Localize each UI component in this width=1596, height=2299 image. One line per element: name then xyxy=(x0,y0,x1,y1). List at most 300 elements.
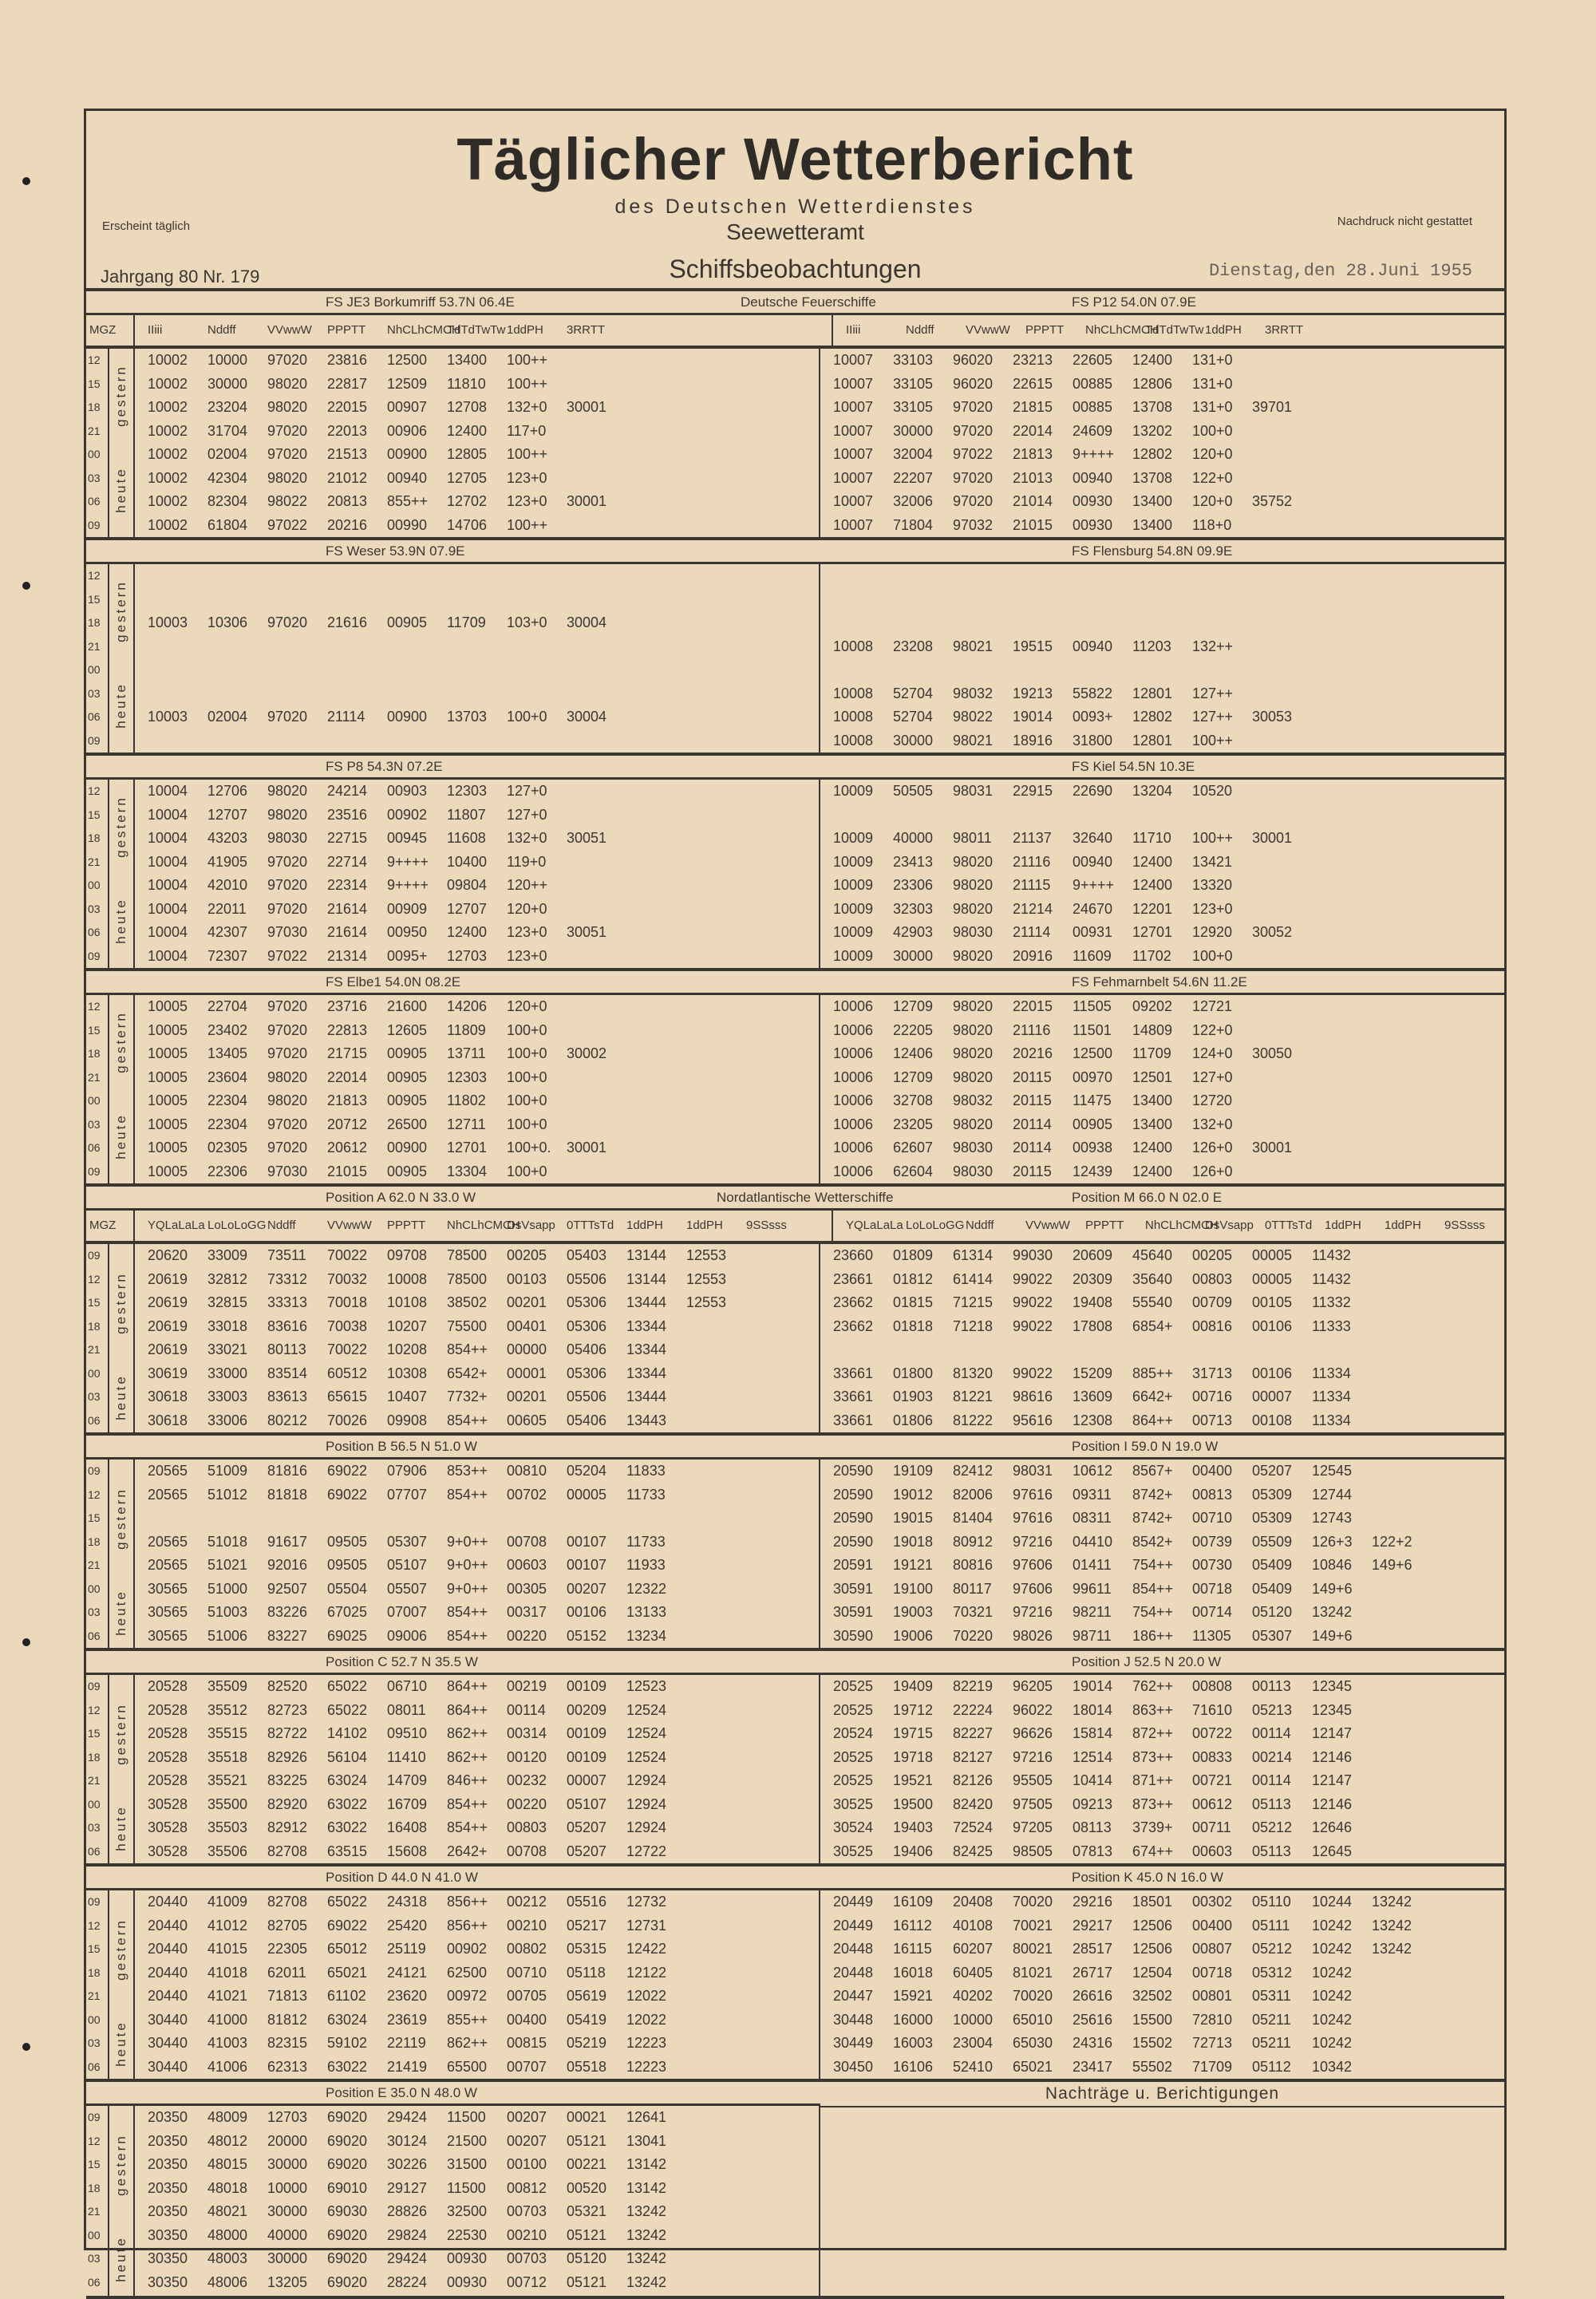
observation-value: 00833 xyxy=(1192,1748,1233,1765)
observation-value: 61414 xyxy=(953,1270,994,1287)
observation-value: 20115 xyxy=(1013,1163,1052,1179)
observation-value: 05306 xyxy=(567,1365,607,1381)
observation-value: 98616 xyxy=(1013,1388,1053,1405)
column-header-group xyxy=(135,315,833,346)
column-header: Nddff xyxy=(906,323,934,337)
observation-value: 100+0 xyxy=(507,709,547,725)
observation-value: 19403 xyxy=(893,1819,934,1836)
observation-value: 12400 xyxy=(1132,853,1173,870)
observation-value: 100++ xyxy=(1192,732,1234,749)
observation-value: 98030 xyxy=(267,830,308,847)
station-title-row xyxy=(86,540,1504,564)
observation-row xyxy=(820,1985,1504,2009)
station-title-left: FS P8 54.3N 07.2E xyxy=(326,759,443,774)
report-subtitle: des Deutschen Wetterdienstes xyxy=(614,196,976,218)
observation-value: 30052 xyxy=(1252,924,1293,941)
column-header: 3RRTT xyxy=(1265,323,1304,337)
observation-value: 70321 xyxy=(953,1604,994,1621)
column-header: PPPTT xyxy=(387,1219,426,1232)
observation-value: 00713 xyxy=(1192,1412,1233,1428)
observation-value: 19521 xyxy=(893,1772,934,1789)
observation-row xyxy=(820,705,1504,729)
day-label: heute xyxy=(113,682,129,729)
observation-value: 12500 xyxy=(387,352,428,369)
station-title-right: Position M 66.0 N 02.0 E xyxy=(1072,1190,1223,1205)
observation-value: 30565 xyxy=(148,1580,188,1597)
observation-value: 6642+ xyxy=(1132,1388,1173,1405)
observation-row xyxy=(135,851,819,875)
observation-value: 864++ xyxy=(447,1678,488,1695)
observation-value: 10009 xyxy=(833,830,874,847)
observation-value: 20115 xyxy=(1013,1092,1052,1109)
observation-value: 20525 xyxy=(833,1678,874,1695)
column-header-group xyxy=(833,315,1504,346)
observation-value: 13304 xyxy=(447,1163,488,1179)
hour-label: 00 xyxy=(88,1094,101,1107)
observation-value: 31500 xyxy=(447,2156,488,2173)
observation-value: 12422 xyxy=(626,1941,667,1957)
observation-value: 00900 xyxy=(387,446,428,463)
table-body xyxy=(86,349,1504,537)
observation-value: 55540 xyxy=(1132,1294,1173,1311)
observation-value: 846++ xyxy=(447,1772,488,1789)
observation-row xyxy=(135,467,819,491)
observation-value: 19406 xyxy=(893,1843,934,1859)
observation-value: 20590 xyxy=(833,1533,874,1550)
observation-value: 33003 xyxy=(207,1388,248,1405)
observation-value: 98020 xyxy=(953,877,994,894)
observation-value: 10005 xyxy=(148,998,188,1015)
observation-value: 05321 xyxy=(567,2203,607,2220)
observation-value: 00109 xyxy=(567,1678,607,1695)
observation-value: 21214 xyxy=(1013,900,1053,917)
observation-value: 885++ xyxy=(1132,1365,1174,1381)
observation-value: 30565 xyxy=(148,1627,188,1644)
observation-value: 16709 xyxy=(387,1795,428,1812)
observation-value: 35518 xyxy=(207,1748,248,1765)
station-right-data xyxy=(820,780,1504,968)
observation-value: 69020 xyxy=(327,2250,368,2267)
observation-value: 10242 xyxy=(1312,1964,1353,1981)
observation-value: 29127 xyxy=(387,2179,428,2196)
observation-value: 48003 xyxy=(207,2250,248,2267)
observation-value: 12605 xyxy=(387,1021,428,1038)
observation-value: 20565 xyxy=(148,1463,188,1479)
hour-column xyxy=(86,1890,109,2079)
observation-value: 10242 xyxy=(1312,1917,1353,1934)
observation-row xyxy=(135,682,819,706)
observation-value: 10004 xyxy=(148,853,188,870)
observation-row xyxy=(820,1746,1504,1770)
observation-row xyxy=(135,1746,819,1770)
observation-value: 12524 xyxy=(626,1701,667,1718)
observation-row xyxy=(820,420,1504,444)
observation-value: 35509 xyxy=(207,1678,248,1695)
observation-value: 100+0 xyxy=(507,1092,547,1109)
observation-value: 48018 xyxy=(207,2179,248,2196)
observation-value: 12201 xyxy=(1132,900,1173,917)
observation-value: 21012 xyxy=(327,469,368,486)
observation-value: 41006 xyxy=(207,2058,248,2075)
observation-row xyxy=(135,1268,819,1292)
observation-value: 16115 xyxy=(893,1941,932,1957)
observation-value: 12924 xyxy=(626,1795,667,1812)
hour-label: 12 xyxy=(88,1918,101,1932)
observation-value: 97022 xyxy=(267,516,308,533)
observation-value: 12702 xyxy=(447,493,488,510)
observation-value: 12701 xyxy=(447,1140,488,1156)
observation-value: 20565 xyxy=(148,1557,188,1574)
hour-label: 09 xyxy=(88,1895,101,1908)
observation-value: 38502 xyxy=(447,1294,488,1311)
day-label: heute xyxy=(113,467,129,513)
observation-value: 00005 xyxy=(567,1486,607,1503)
day-label: gestern xyxy=(113,2133,129,2196)
table-body xyxy=(86,1675,1504,1863)
observation-value: 10002 xyxy=(148,375,188,392)
observation-row xyxy=(820,611,1504,635)
observation-value: 15921 xyxy=(893,1988,934,2005)
observation-value: 21500 xyxy=(447,2132,488,2149)
station-title-right: FS Kiel 54.5N 10.3E xyxy=(1072,759,1195,774)
observation-row xyxy=(820,1890,1504,1914)
observation-value: 33105 xyxy=(893,399,934,416)
hour-label: 09 xyxy=(88,733,101,747)
observation-value: 19015 xyxy=(893,1510,934,1527)
observation-value: 12545 xyxy=(1312,1463,1353,1479)
hour-label: 12 xyxy=(88,1703,101,1716)
observation-value: 20590 xyxy=(833,1463,874,1479)
observation-value: 05120 xyxy=(567,2250,607,2267)
observation-value: 09908 xyxy=(387,1412,428,1428)
observation-value: 9+0++ xyxy=(447,1580,488,1597)
column-header: LoLoLoGG xyxy=(207,1219,267,1232)
column-header-row xyxy=(86,315,1504,349)
observation-value: 24318 xyxy=(387,1894,428,1910)
observation-row xyxy=(135,1840,819,1864)
observation-value: 126+0 xyxy=(1192,1140,1233,1156)
observation-value: 98020 xyxy=(953,853,994,870)
observation-row xyxy=(820,1409,1504,1433)
observation-value: 00302 xyxy=(1192,1894,1233,1910)
station-left-data xyxy=(135,995,820,1183)
observation-value: 51003 xyxy=(207,1604,248,1621)
observation-value: 62500 xyxy=(447,1964,488,1981)
observation-value: 10002 xyxy=(148,446,188,463)
observation-value: 21015 xyxy=(327,1163,368,1179)
observation-value: 22011 xyxy=(207,900,247,917)
observation-value: 01800 xyxy=(893,1365,934,1381)
observation-row xyxy=(820,874,1504,898)
observation-value: 00716 xyxy=(1192,1388,1233,1405)
observation-value: 70026 xyxy=(327,1412,368,1428)
observation-value: 22207 xyxy=(893,469,934,486)
observation-value: 81021 xyxy=(1013,1964,1053,1981)
observation-value: 22715 xyxy=(327,830,368,847)
observation-value: 05307 xyxy=(387,1533,428,1550)
observation-value: 00950 xyxy=(387,924,428,941)
observation-value: 12806 xyxy=(1132,375,1173,392)
observation-value: 98030 xyxy=(953,1140,994,1156)
observation-value: 48012 xyxy=(207,2132,248,2149)
observation-value: 32640 xyxy=(1073,830,1113,847)
observation-value: 97505 xyxy=(1013,1795,1053,1812)
station-left-data xyxy=(135,1460,820,1648)
observation-value: 10108 xyxy=(387,1294,428,1311)
table-body xyxy=(86,564,1504,753)
observation-value: 80117 xyxy=(953,1580,992,1597)
observation-value: 82219 xyxy=(953,1678,994,1695)
observation-value: 35503 xyxy=(207,1819,248,1836)
observation-value: 00906 xyxy=(387,422,428,439)
station-title-row xyxy=(86,1651,1504,1675)
observation-value: 81320 xyxy=(953,1365,994,1381)
day-column xyxy=(109,1460,135,1648)
hour-label: 15 xyxy=(88,1727,101,1740)
observation-row xyxy=(820,945,1504,969)
observation-row xyxy=(135,443,819,467)
observation-value: 19715 xyxy=(893,1725,934,1742)
observation-value: 10005 xyxy=(148,1021,188,1038)
observation-row xyxy=(820,804,1504,828)
observation-value: 30000 xyxy=(207,375,248,392)
observation-value: 00909 xyxy=(387,900,428,917)
observation-value: 00114 xyxy=(1252,1725,1291,1742)
observation-value: 12646 xyxy=(1312,1819,1353,1836)
weathership-block xyxy=(86,1187,1504,1436)
observation-value: 00005 xyxy=(1252,1247,1293,1264)
day-label-gestern xyxy=(109,349,133,443)
observation-value: 35500 xyxy=(207,1795,248,1812)
observation-value: 23208 xyxy=(893,638,934,654)
observation-value: 20216 xyxy=(1013,1045,1053,1062)
observation-value: 63022 xyxy=(327,2058,368,2075)
observation-value: 11810 xyxy=(447,375,486,392)
station-right-data xyxy=(820,349,1504,537)
observation-value: 00220 xyxy=(507,1795,547,1812)
station-left-data xyxy=(135,1244,820,1432)
observation-value: 00207 xyxy=(507,2109,547,2126)
hour-label: 03 xyxy=(88,902,101,915)
observation-value: 103+0 xyxy=(507,614,547,631)
observation-row xyxy=(820,1554,1504,1578)
observation-value: 82520 xyxy=(267,1678,308,1695)
observation-value: 30591 xyxy=(833,1580,874,1597)
observation-value: 30001 xyxy=(567,493,607,510)
observation-value: 10004 xyxy=(148,924,188,941)
day-label-heute xyxy=(109,2009,133,2080)
observation-value: 60512 xyxy=(327,1365,368,1381)
hour-label: 18 xyxy=(88,1965,101,1979)
observation-value: 18014 xyxy=(1073,1701,1113,1718)
column-header: LoLoLoGG xyxy=(906,1219,965,1232)
observation-row xyxy=(135,1769,819,1793)
station-title-left: FS Elbe1 54.0N 08.2E xyxy=(326,974,461,990)
observation-value: 01818 xyxy=(893,1317,934,1334)
observation-value: 10207 xyxy=(387,1317,428,1334)
observation-value: 71804 xyxy=(893,516,934,533)
observation-row xyxy=(135,1985,819,2009)
observation-value: 100++ xyxy=(1192,830,1234,847)
observation-value: 11334 xyxy=(1312,1412,1351,1428)
observation-value: 00232 xyxy=(507,1772,547,1789)
observation-value: 00400 xyxy=(1192,1917,1233,1934)
observation-value: 82420 xyxy=(953,1795,994,1812)
observation-value: 120+0 xyxy=(507,900,547,917)
observation-value: 05112 xyxy=(1252,2058,1291,2075)
observation-value: 01815 xyxy=(893,1294,934,1311)
observation-value: 10003 xyxy=(148,614,188,631)
observation-value: 13242 xyxy=(1372,1941,1412,1957)
observation-value: 22015 xyxy=(327,399,368,416)
observation-value: 100++ xyxy=(507,516,548,533)
observation-value: 23660 xyxy=(833,1247,874,1264)
observation-value: 11410 xyxy=(387,1748,426,1765)
punch-hole xyxy=(22,1638,30,1646)
observation-value: 98020 xyxy=(267,783,308,800)
observation-value: 00106 xyxy=(567,1604,607,1621)
observation-value: 12707 xyxy=(207,806,248,823)
column-header: VVwwW xyxy=(267,323,312,337)
observation-value: 10007 xyxy=(833,493,874,510)
hour-label: 21 xyxy=(88,1989,101,2002)
hour-label: 18 xyxy=(88,1047,101,1060)
observation-value: 69020 xyxy=(327,2273,368,2290)
observation-value: 51009 xyxy=(207,1463,248,1479)
observation-value: 71709 xyxy=(1192,2058,1233,2075)
observation-value: 30450 xyxy=(833,2058,874,2075)
observation-value: 754++ xyxy=(1132,1604,1174,1621)
lightship-block xyxy=(86,971,1504,1187)
observation-value: 05518 xyxy=(567,2058,607,2075)
observation-value: 01903 xyxy=(893,1388,934,1405)
column-header-group xyxy=(833,1211,1504,1241)
column-header: 1ddPH xyxy=(1205,323,1242,337)
observation-value: 30525 xyxy=(833,1843,874,1859)
observation-value: 00970 xyxy=(1073,1069,1113,1085)
observation-value: 19213 xyxy=(1013,685,1053,701)
column-header: 9SSsss xyxy=(1444,1219,1485,1232)
observation-value: 97020 xyxy=(953,399,994,416)
observation-value: 09311 xyxy=(1073,1486,1112,1503)
observation-value: 25119 xyxy=(387,1941,426,1957)
mgz-label: MGZ xyxy=(86,1211,135,1241)
observation-value: 99030 xyxy=(1013,1247,1053,1264)
observation-value: 00803 xyxy=(507,1819,547,1836)
observation-value: 11702 xyxy=(1132,947,1171,964)
observation-row xyxy=(820,1315,1504,1339)
hour-column xyxy=(86,995,109,1183)
day-label-heute xyxy=(109,2224,133,2295)
station-title-left: Position D 44.0 N 41.0 W xyxy=(326,1870,478,1885)
observation-value: 10002 xyxy=(148,493,188,510)
observation-row xyxy=(135,1699,819,1723)
observation-value: 30000 xyxy=(267,2203,308,2220)
station-title-row xyxy=(86,756,1504,780)
station-title-right: FS P12 54.0N 07.9E xyxy=(1072,294,1196,310)
observation-value: 82912 xyxy=(267,1819,308,1836)
observation-row xyxy=(135,611,819,635)
observation-value: 81404 xyxy=(953,1510,994,1527)
observation-row xyxy=(820,1840,1504,1864)
observation-value: 30440 xyxy=(148,2058,188,2075)
observation-row xyxy=(135,1160,819,1184)
column-header: NhCLhCMCH xyxy=(1145,1219,1219,1232)
observation-row xyxy=(135,1554,819,1578)
day-label: heute xyxy=(113,2235,129,2282)
observation-row xyxy=(820,1722,1504,1746)
observation-value: 123+0 xyxy=(1192,900,1233,917)
observation-row xyxy=(820,1042,1504,1066)
observation-value: 00400 xyxy=(507,2011,547,2028)
observation-row xyxy=(135,490,819,514)
observation-value: 20114 xyxy=(1013,1116,1052,1132)
observation-value: 00930 xyxy=(447,2250,488,2267)
hour-label: 12 xyxy=(88,1487,101,1501)
observation-value: 132++ xyxy=(1192,638,1234,654)
observation-value: 97216 xyxy=(1013,1748,1053,1765)
observation-value: 149+6 xyxy=(1312,1580,1353,1597)
observation-value: 42903 xyxy=(893,924,934,941)
observation-row xyxy=(135,514,819,538)
station-right-data xyxy=(820,995,1504,1183)
day-label: gestern xyxy=(113,1271,129,1334)
observation-value: 12400 xyxy=(1132,352,1173,369)
column-header: 9SSsss xyxy=(746,1219,787,1232)
observation-value: 20528 xyxy=(148,1772,188,1789)
observation-value: 20525 xyxy=(833,1772,874,1789)
hour-label: 21 xyxy=(88,1558,101,1571)
observation-value: 14206 xyxy=(447,998,488,1015)
observation-value: 00930 xyxy=(1073,516,1113,533)
observation-row xyxy=(820,2249,1504,2273)
observation-value: 00710 xyxy=(507,1964,547,1981)
observation-value: 81221 xyxy=(953,1388,994,1405)
observation-value: 98011 xyxy=(953,830,992,847)
observation-value: 22015 xyxy=(1013,998,1053,1015)
observation-value: 20524 xyxy=(833,1725,874,1742)
observation-value: 32502 xyxy=(1132,1988,1173,2005)
observation-value: 00807 xyxy=(1192,1941,1233,1957)
hour-label: 03 xyxy=(88,2252,101,2265)
observation-value: 30350 xyxy=(148,2226,188,2243)
column-header: VVwwW xyxy=(1025,1219,1070,1232)
observation-value: 22817 xyxy=(327,375,368,392)
observation-value: 69020 xyxy=(327,2132,368,2149)
observation-value: 0093+ xyxy=(1073,709,1113,725)
observation-row xyxy=(135,373,819,397)
observation-value: 22813 xyxy=(327,1021,368,1038)
observation-value: 62011 xyxy=(267,1964,306,1981)
observation-value: 100+0 xyxy=(507,1045,547,1062)
observation-value: 117+0 xyxy=(507,422,547,439)
observation-value: 24214 xyxy=(327,783,368,800)
observation-value: 70022 xyxy=(327,1341,368,1358)
observation-value: 00401 xyxy=(507,1317,547,1334)
observation-value: 09202 xyxy=(1132,998,1173,1015)
observation-value: 11733 xyxy=(626,1533,666,1550)
observation-value: 123+0 xyxy=(507,469,547,486)
observation-value: 11334 xyxy=(1312,1388,1351,1405)
observation-value: 10000 xyxy=(267,2179,308,2196)
observation-value: 10009 xyxy=(833,783,874,800)
observation-value: 22714 xyxy=(327,853,368,870)
observation-value: 98031 xyxy=(1013,1463,1053,1479)
observation-value: 20350 xyxy=(148,2109,188,2126)
observation-value: 20619 xyxy=(148,1317,188,1334)
observation-value: 00712 xyxy=(507,2273,547,2290)
observation-value: 52704 xyxy=(893,685,934,701)
